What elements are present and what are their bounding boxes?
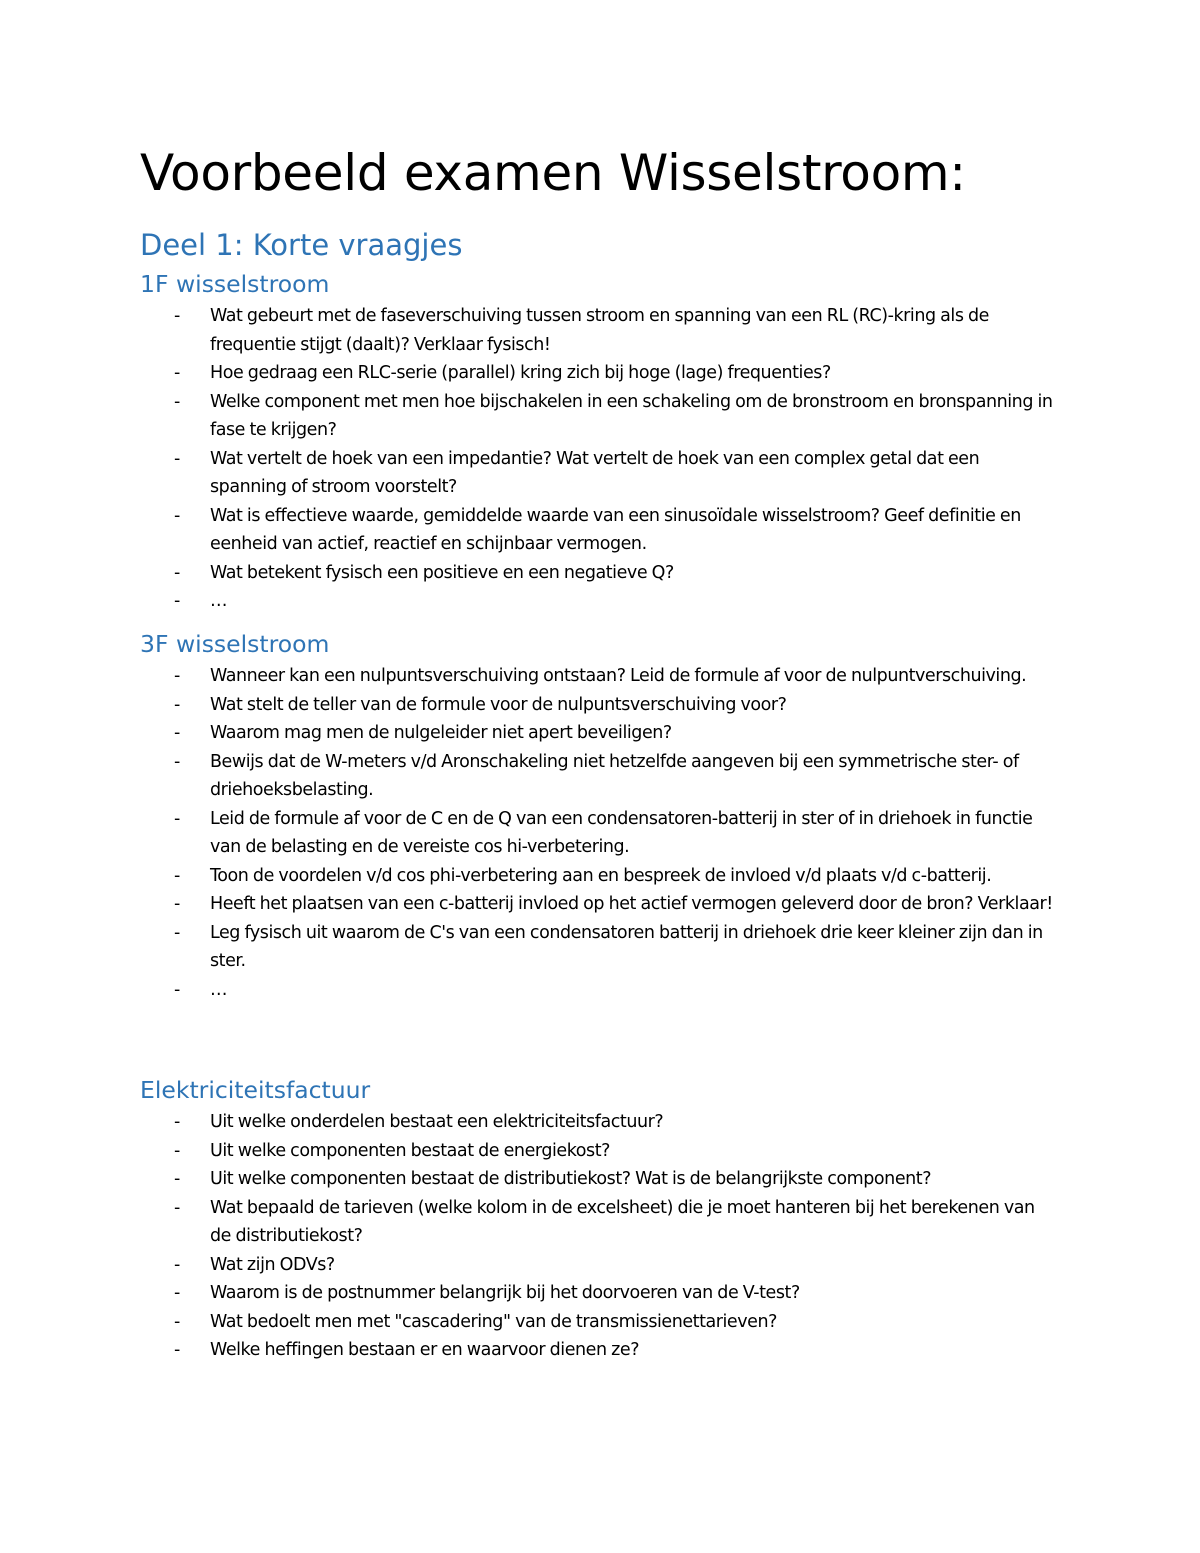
- question-text: Wat vertelt de hoek van een impedantie? Wat vertelt de hoek van een complex getal dat een spanning of stroom voorstelt?: [210, 448, 980, 497]
- question-text: Wat zijn ODVs?: [210, 1254, 335, 1275]
- part-heading: Deel 1: Korte vraagjes: [140, 228, 463, 262]
- question-list-1f: [174, 302, 1054, 616]
- list-item: [174, 359, 1054, 388]
- document-title: Voorbeeld examen Wisselstroom:: [140, 144, 966, 202]
- list-item: [174, 1165, 1054, 1194]
- list-item: [174, 862, 1054, 891]
- bullet-dash: -: [174, 894, 180, 914]
- question-text: Bewijs dat de W-meters v/d Aronschakeling niet hetzelfde aangeven bij een symmetrische ster- of driehoeksbelasting.: [210, 751, 1019, 800]
- bullet-dash: -: [174, 562, 180, 583]
- question-text: Wat bepaald de tarieven (welke kolom in de excelsheet) die je moet hanteren bij het berekenen van de distributiekost?: [210, 1197, 1035, 1246]
- question-text: Uit welke onderdelen bestaat een elektriciteitsfactuur?: [210, 1112, 664, 1132]
- question-text: Hoe gedraag een RLC-serie (parallel) kring zich bij hoge (lage) frequenties?: [210, 363, 831, 383]
- question-text: Wat betekent fysisch een positieve en een negatieve Q?: [210, 562, 674, 583]
- question-text: Uit welke componenten bestaat de energiekost?: [210, 1140, 610, 1161]
- bullet-dash: -: [174, 751, 180, 772]
- question-text: Leid de formule af voor de C en de Q van een condensatoren-batterij in ster of in driehoek in functie van de belasting en de vereiste cos hi-verbetering.: [210, 808, 1033, 857]
- bullet-dash: -: [174, 505, 180, 526]
- question-text: Toon de voordelen v/d cos phi-verbetering aan en bespreek de invloed v/d plaats v/d c-batterij.: [210, 865, 992, 886]
- question-text: Leg fysisch uit waarom de C's van een condensatoren batterij in driehoek drie keer kleiner zijn dan in ster.: [210, 922, 1043, 971]
- bullet-dash: -: [174, 1311, 180, 1332]
- list-item: [174, 587, 1054, 616]
- list-item: [174, 719, 1054, 748]
- bullet-dash: -: [174, 922, 180, 943]
- bullet-dash: -: [174, 448, 180, 469]
- list-item: [174, 976, 1054, 1005]
- list-item: [174, 1308, 1054, 1337]
- bullet-dash: -: [174, 1197, 180, 1218]
- question-text: Wat gebeurt met de faseverschuiving tussen stroom en spanning van een RL (RC)-kring als de frequentie stijgt (daalt)? Verklaar fysisch!: [210, 306, 989, 355]
- bullet-dash: -: [174, 363, 180, 383]
- section-heading-1f: 1F wisselstroom: [140, 270, 330, 298]
- list-item: [174, 502, 1054, 559]
- bullet-dash: -: [174, 979, 180, 1000]
- question-text: Heeft het plaatsen van een c-batterij invloed op het actief vermogen geleverd door de bron? Verklaar!: [210, 894, 1053, 914]
- question-text: Welke heffingen bestaan er en waarvoor dienen ze?: [210, 1340, 640, 1360]
- question-text: Wat is effectieve waarde, gemiddelde waarde van een sinusoïdale wisselstroom? Geef definitie en eenheid van actief, reactief en schijnbaar vermogen.: [210, 505, 1021, 554]
- bullet-dash: -: [174, 306, 180, 326]
- bullet-dash: -: [174, 694, 180, 715]
- question-text: Welke component met men hoe bijschakelen in een schakeling om de bronstroom en bronspanning in fase te krijgen?: [210, 391, 1053, 440]
- question-text: …: [210, 591, 228, 611]
- bullet-dash: -: [174, 865, 180, 886]
- bullet-dash: -: [174, 723, 180, 743]
- question-text: Waarom is de postnummer belangrijk bij het doorvoeren van de V-test?: [210, 1283, 800, 1303]
- bullet-dash: -: [174, 808, 180, 829]
- list-item: [174, 890, 1054, 919]
- bullet-dash: -: [174, 391, 180, 412]
- question-text: Uit welke componenten bestaat de distributiekost? Wat is de belangrijkste component?: [210, 1169, 932, 1189]
- bullet-dash: -: [174, 666, 180, 686]
- question-text: …: [210, 979, 228, 1000]
- list-item: [174, 919, 1054, 976]
- question-text: Wat stelt de teller van de formule voor de nulpuntsverschuiving voor?: [210, 694, 787, 715]
- question-list-3f: [174, 662, 1054, 1004]
- list-item: [174, 662, 1054, 691]
- question-list-elektriciteitsfactuur: [174, 1108, 1054, 1365]
- list-item: [174, 1279, 1054, 1308]
- bullet-dash: -: [174, 591, 180, 611]
- section-heading-3f: 3F wisselstroom: [140, 630, 330, 658]
- section-heading-elektriciteitsfactuur: Elektriciteitsfactuur: [140, 1076, 371, 1104]
- list-item: [174, 1137, 1054, 1166]
- list-item: [174, 691, 1054, 720]
- bullet-dash: -: [174, 1140, 180, 1161]
- list-item: [174, 388, 1054, 445]
- list-item: [174, 445, 1054, 502]
- list-item: [174, 302, 1054, 359]
- bullet-dash: -: [174, 1254, 180, 1275]
- list-item: [174, 748, 1054, 805]
- question-text: Wat bedoelt men met "cascadering" van de transmissienettarieven?: [210, 1311, 777, 1332]
- list-item: [174, 1108, 1054, 1137]
- bullet-dash: -: [174, 1112, 180, 1132]
- question-text: Waarom mag men de nulgeleider niet apert beveiligen?: [210, 723, 672, 743]
- bullet-dash: -: [174, 1340, 180, 1360]
- question-text: Wanneer kan een nulpuntsverschuiving ontstaan? Leid de formule af voor de nulpuntverschuiving.: [210, 666, 1027, 686]
- list-item: [174, 1194, 1054, 1251]
- list-item: [174, 559, 1054, 588]
- list-item: [174, 1336, 1054, 1365]
- list-item: [174, 1251, 1054, 1280]
- bullet-dash: -: [174, 1283, 180, 1303]
- bullet-dash: -: [174, 1169, 180, 1189]
- list-item: [174, 805, 1054, 862]
